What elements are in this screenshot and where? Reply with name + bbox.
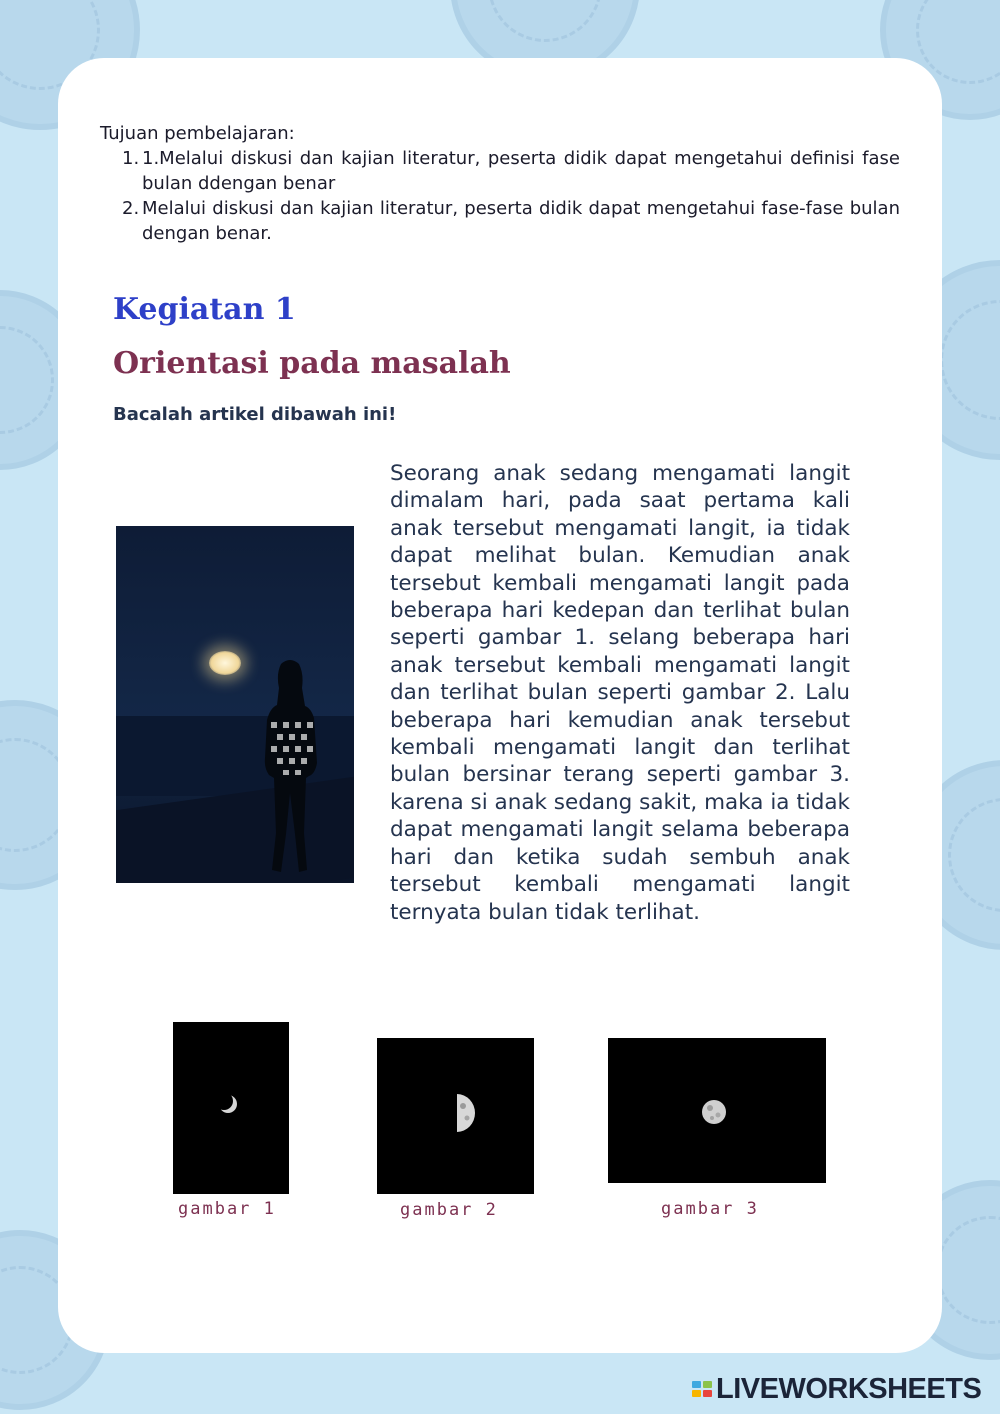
- liveworksheets-brand[interactable]: [692, 1374, 981, 1404]
- logo-square: [692, 1381, 701, 1388]
- activity-subheading: Orientasi pada masalah: [113, 346, 511, 381]
- objective-number: 2.: [122, 198, 140, 219]
- photo-moon: [209, 651, 241, 675]
- objective-item: [100, 146, 900, 196]
- reading-instruction: Bacalah artikel dibawah ini!: [113, 404, 397, 425]
- figure-caption-2: gambar 2: [400, 1200, 498, 1220]
- objective-number: 1.: [122, 148, 140, 169]
- crescent-moon-icon: [173, 1022, 289, 1194]
- activity-heading: Kegiatan 1: [113, 292, 296, 327]
- objective-text: Melalui diskusi dan kajian literatur, peserta didik dapat mengetahui fase-fase bulan dengan benar.: [142, 198, 900, 244]
- full-moon-icon: [608, 1038, 826, 1183]
- learning-objectives: [100, 121, 900, 246]
- night-sky-photo: [116, 526, 354, 883]
- liveworksheets-logo-icon: [692, 1381, 712, 1397]
- objective-item: [100, 196, 900, 246]
- logo-square: [703, 1381, 712, 1388]
- moon-image-1: [173, 1022, 289, 1194]
- article-text: Seorang anak sedang mengamati langit dimalam hari, pada saat pertama kali anak tersebut mengamati langit, ia tidak dapat melihat bulan. Kemudian anak tersebut kembali mengamati langit pada beberapa hari kedepan dan terlihat bulan seperti gambar 1. selang beberapa hari anak tersebut kembali mengamati langit dan terlihat bulan seperti gambar 2. Lalu beberapa hari kemudian anak tersebut kembali mengamati langit dan terlihat bulan bersinar terang seperti gambar 3. karena si anak sedang sakit, maka ia tidak dapat mengamati langit selama beberapa hari dan ketika sudah sembuh anak tersebut kembali mengamati langit ternyata bulan tidak terlihat.: [390, 461, 850, 925]
- logo-square: [703, 1390, 712, 1397]
- moon-image-2: [377, 1038, 534, 1194]
- objectives-list: [100, 146, 900, 246]
- moon-image-3: [608, 1038, 826, 1183]
- girl-silhouette: [259, 658, 321, 873]
- objective-text: 1.Melalui diskusi dan kajian literatur, peserta didik dapat mengetahui definisi fase bulan ddengan benar: [142, 148, 900, 194]
- figure-caption-3: gambar 3: [661, 1199, 759, 1219]
- logo-square: [692, 1390, 701, 1397]
- figure-caption-1: gambar 1: [178, 1199, 276, 1219]
- objectives-title: Tujuan pembelajaran:: [100, 123, 295, 144]
- brand-name: LIVEWORKSHEETS: [716, 1372, 982, 1405]
- half-moon-icon: [377, 1038, 534, 1194]
